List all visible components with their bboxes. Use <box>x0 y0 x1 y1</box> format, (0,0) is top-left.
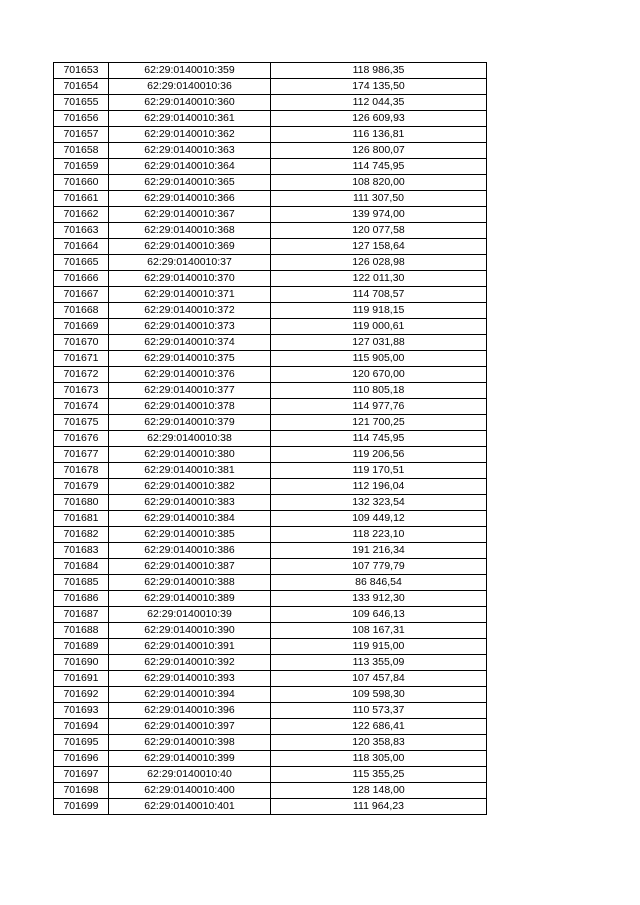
value-cell: 121 700,25 <box>271 415 487 431</box>
value-cell: 119 170,51 <box>271 463 487 479</box>
value-cell: 119 915,00 <box>271 639 487 655</box>
cadastral-number-cell: 62:29:0140010:388 <box>109 575 271 591</box>
value-cell: 114 977,76 <box>271 399 487 415</box>
table-row <box>54 223 487 239</box>
value-cell: 114 745,95 <box>271 159 487 175</box>
table-row <box>54 719 487 735</box>
cadastral-number-cell: 62:29:0140010:383 <box>109 495 271 511</box>
value-cell: 120 670,00 <box>271 367 487 383</box>
cadastral-number-cell: 62:29:0140010:392 <box>109 655 271 671</box>
table-row <box>54 255 487 271</box>
value-cell: 107 457,84 <box>271 671 487 687</box>
table-row <box>54 655 487 671</box>
row-number-cell: 701685 <box>54 575 109 591</box>
row-number-cell: 701668 <box>54 303 109 319</box>
row-number-cell: 701657 <box>54 127 109 143</box>
table-row <box>54 159 487 175</box>
cadastral-number-cell: 62:29:0140010:393 <box>109 671 271 687</box>
table-row <box>54 79 487 95</box>
table-row <box>54 751 487 767</box>
cadastral-number-cell: 62:29:0140010:379 <box>109 415 271 431</box>
value-cell: 116 136,81 <box>271 127 487 143</box>
row-number-cell: 701655 <box>54 95 109 111</box>
table-row <box>54 687 487 703</box>
table-row <box>54 639 487 655</box>
value-cell: 109 449,12 <box>271 511 487 527</box>
table-row <box>54 527 487 543</box>
value-cell: 109 598,30 <box>271 687 487 703</box>
table-row <box>54 783 487 799</box>
cadastral-number-cell: 62:29:0140010:374 <box>109 335 271 351</box>
value-cell: 120 077,58 <box>271 223 487 239</box>
value-cell: 111 307,50 <box>271 191 487 207</box>
row-number-cell: 701678 <box>54 463 109 479</box>
value-cell: 86 846,54 <box>271 575 487 591</box>
cadastral-number-cell: 62:29:0140010:378 <box>109 399 271 415</box>
row-number-cell: 701698 <box>54 783 109 799</box>
table-row <box>54 303 487 319</box>
cadastral-number-cell: 62:29:0140010:401 <box>109 799 271 815</box>
value-cell: 111 964,23 <box>271 799 487 815</box>
table-row <box>54 703 487 719</box>
table-row <box>54 511 487 527</box>
row-number-cell: 701680 <box>54 495 109 511</box>
cadastral-number-cell: 62:29:0140010:375 <box>109 351 271 367</box>
cadastral-number-cell: 62:29:0140010:372 <box>109 303 271 319</box>
row-number-cell: 701683 <box>54 543 109 559</box>
table-row <box>54 543 487 559</box>
cadastral-number-cell: 62:29:0140010:398 <box>109 735 271 751</box>
cadastral-number-cell: 62:29:0140010:380 <box>109 447 271 463</box>
value-cell: 108 167,31 <box>271 623 487 639</box>
data-table <box>53 62 487 815</box>
value-cell: 118 223,10 <box>271 527 487 543</box>
cadastral-number-cell: 62:29:0140010:396 <box>109 703 271 719</box>
row-number-cell: 701679 <box>54 479 109 495</box>
table-row <box>54 559 487 575</box>
cadastral-number-cell: 62:29:0140010:397 <box>109 719 271 735</box>
value-cell: 108 820,00 <box>271 175 487 191</box>
table-row <box>54 575 487 591</box>
row-number-cell: 701682 <box>54 527 109 543</box>
cadastral-number-cell: 62:29:0140010:371 <box>109 287 271 303</box>
table-row <box>54 351 487 367</box>
value-cell: 115 905,00 <box>271 351 487 367</box>
cadastral-number-cell: 62:29:0140010:365 <box>109 175 271 191</box>
table-row <box>54 175 487 191</box>
row-number-cell: 701653 <box>54 63 109 79</box>
value-cell: 122 011,30 <box>271 271 487 287</box>
value-cell: 112 044,35 <box>271 95 487 111</box>
table-row <box>54 95 487 111</box>
value-cell: 126 609,93 <box>271 111 487 127</box>
value-cell: 139 974,00 <box>271 207 487 223</box>
cadastral-number-cell: 62:29:0140010:390 <box>109 623 271 639</box>
row-number-cell: 701673 <box>54 383 109 399</box>
value-cell: 113 355,09 <box>271 655 487 671</box>
cadastral-number-cell: 62:29:0140010:361 <box>109 111 271 127</box>
table-row <box>54 239 487 255</box>
row-number-cell: 701661 <box>54 191 109 207</box>
row-number-cell: 701692 <box>54 687 109 703</box>
value-cell: 115 355,25 <box>271 767 487 783</box>
row-number-cell: 701671 <box>54 351 109 367</box>
cadastral-number-cell: 62:29:0140010:364 <box>109 159 271 175</box>
value-cell: 132 323,54 <box>271 495 487 511</box>
row-number-cell: 701697 <box>54 767 109 783</box>
cadastral-number-cell: 62:29:0140010:400 <box>109 783 271 799</box>
table-row <box>54 799 487 815</box>
cadastral-number-cell: 62:29:0140010:377 <box>109 383 271 399</box>
value-cell: 118 305,00 <box>271 751 487 767</box>
cadastral-number-cell: 62:29:0140010:386 <box>109 543 271 559</box>
table-row <box>54 63 487 79</box>
row-number-cell: 701665 <box>54 255 109 271</box>
table-row <box>54 431 487 447</box>
row-number-cell: 701674 <box>54 399 109 415</box>
cadastral-number-cell: 62:29:0140010:363 <box>109 143 271 159</box>
table-row <box>54 367 487 383</box>
value-cell: 109 646,13 <box>271 607 487 623</box>
value-cell: 126 800,07 <box>271 143 487 159</box>
value-cell: 127 158,64 <box>271 239 487 255</box>
cadastral-number-cell: 62:29:0140010:385 <box>109 527 271 543</box>
row-number-cell: 701670 <box>54 335 109 351</box>
row-number-cell: 701686 <box>54 591 109 607</box>
cadastral-number-cell: 62:29:0140010:382 <box>109 479 271 495</box>
row-number-cell: 701659 <box>54 159 109 175</box>
cadastral-number-cell: 62:29:0140010:37 <box>109 255 271 271</box>
table-row <box>54 111 487 127</box>
value-cell: 133 912,30 <box>271 591 487 607</box>
table-row <box>54 143 487 159</box>
value-cell: 107 779,79 <box>271 559 487 575</box>
table-row <box>54 767 487 783</box>
row-number-cell: 701663 <box>54 223 109 239</box>
table-row <box>54 383 487 399</box>
table-row <box>54 495 487 511</box>
cadastral-number-cell: 62:29:0140010:384 <box>109 511 271 527</box>
cadastral-number-cell: 62:29:0140010:381 <box>109 463 271 479</box>
cadastral-number-cell: 62:29:0140010:36 <box>109 79 271 95</box>
row-number-cell: 701693 <box>54 703 109 719</box>
value-cell: 112 196,04 <box>271 479 487 495</box>
value-cell: 119 000,61 <box>271 319 487 335</box>
cadastral-number-cell: 62:29:0140010:360 <box>109 95 271 111</box>
row-number-cell: 701696 <box>54 751 109 767</box>
cadastral-number-cell: 62:29:0140010:370 <box>109 271 271 287</box>
value-cell: 128 148,00 <box>271 783 487 799</box>
value-cell: 126 028,98 <box>271 255 487 271</box>
cadastral-number-cell: 62:29:0140010:399 <box>109 751 271 767</box>
table-row <box>54 319 487 335</box>
value-cell: 119 918,15 <box>271 303 487 319</box>
row-number-cell: 701687 <box>54 607 109 623</box>
row-number-cell: 701676 <box>54 431 109 447</box>
row-number-cell: 701699 <box>54 799 109 815</box>
table-row <box>54 735 487 751</box>
table-row <box>54 623 487 639</box>
row-number-cell: 701667 <box>54 287 109 303</box>
table-row <box>54 447 487 463</box>
row-number-cell: 701691 <box>54 671 109 687</box>
value-cell: 122 686,41 <box>271 719 487 735</box>
row-number-cell: 701675 <box>54 415 109 431</box>
row-number-cell: 701669 <box>54 319 109 335</box>
row-number-cell: 701664 <box>54 239 109 255</box>
row-number-cell: 701684 <box>54 559 109 575</box>
value-cell: 119 206,56 <box>271 447 487 463</box>
value-cell: 174 135,50 <box>271 79 487 95</box>
value-cell: 110 573,37 <box>271 703 487 719</box>
row-number-cell: 701658 <box>54 143 109 159</box>
row-number-cell: 701672 <box>54 367 109 383</box>
table-row <box>54 591 487 607</box>
table-row <box>54 415 487 431</box>
cadastral-number-cell: 62:29:0140010:387 <box>109 559 271 575</box>
table-row <box>54 287 487 303</box>
row-number-cell: 701694 <box>54 719 109 735</box>
table-body <box>54 63 487 815</box>
table-row <box>54 607 487 623</box>
row-number-cell: 701654 <box>54 79 109 95</box>
table-row <box>54 271 487 287</box>
table-row <box>54 479 487 495</box>
cadastral-number-cell: 62:29:0140010:391 <box>109 639 271 655</box>
value-cell: 191 216,34 <box>271 543 487 559</box>
row-number-cell: 701666 <box>54 271 109 287</box>
cadastral-number-cell: 62:29:0140010:373 <box>109 319 271 335</box>
cadastral-number-cell: 62:29:0140010:376 <box>109 367 271 383</box>
row-number-cell: 701688 <box>54 623 109 639</box>
cadastral-number-cell: 62:29:0140010:369 <box>109 239 271 255</box>
table-row <box>54 191 487 207</box>
table-row <box>54 335 487 351</box>
table-row <box>54 127 487 143</box>
value-cell: 114 745,95 <box>271 431 487 447</box>
cadastral-number-cell: 62:29:0140010:362 <box>109 127 271 143</box>
table-row <box>54 463 487 479</box>
value-cell: 120 358,83 <box>271 735 487 751</box>
cadastral-number-cell: 62:29:0140010:359 <box>109 63 271 79</box>
row-number-cell: 701662 <box>54 207 109 223</box>
table-row <box>54 671 487 687</box>
row-number-cell: 701695 <box>54 735 109 751</box>
row-number-cell: 701689 <box>54 639 109 655</box>
cadastral-number-cell: 62:29:0140010:389 <box>109 591 271 607</box>
row-number-cell: 701681 <box>54 511 109 527</box>
value-cell: 118 986,35 <box>271 63 487 79</box>
value-cell: 114 708,57 <box>271 287 487 303</box>
row-number-cell: 701677 <box>54 447 109 463</box>
cadastral-number-cell: 62:29:0140010:367 <box>109 207 271 223</box>
value-cell: 127 031,88 <box>271 335 487 351</box>
cadastral-number-cell: 62:29:0140010:366 <box>109 191 271 207</box>
row-number-cell: 701690 <box>54 655 109 671</box>
cadastral-number-cell: 62:29:0140010:40 <box>109 767 271 783</box>
table-row <box>54 399 487 415</box>
cadastral-number-cell: 62:29:0140010:39 <box>109 607 271 623</box>
cadastral-number-cell: 62:29:0140010:38 <box>109 431 271 447</box>
table-row <box>54 207 487 223</box>
cadastral-number-cell: 62:29:0140010:394 <box>109 687 271 703</box>
value-cell: 110 805,18 <box>271 383 487 399</box>
row-number-cell: 701660 <box>54 175 109 191</box>
cadastral-number-cell: 62:29:0140010:368 <box>109 223 271 239</box>
row-number-cell: 701656 <box>54 111 109 127</box>
